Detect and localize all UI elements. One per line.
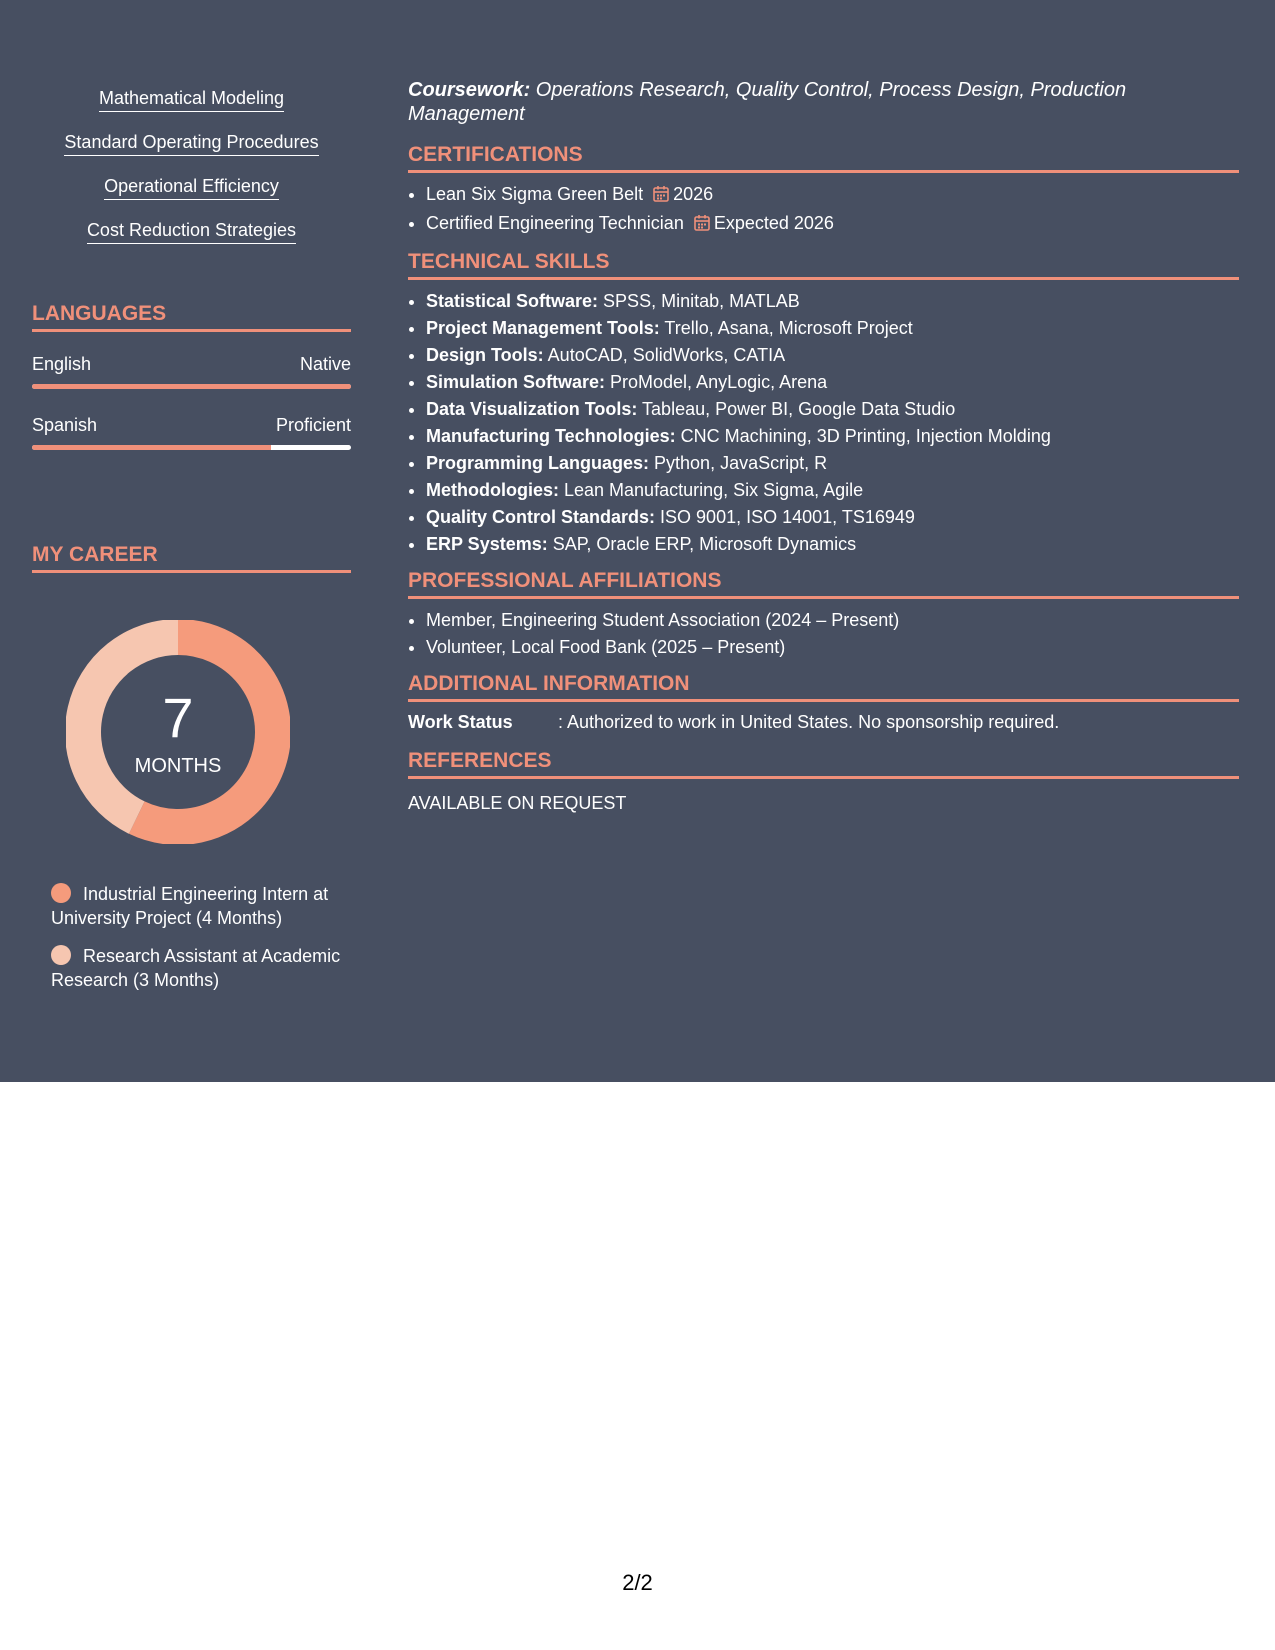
- coursework: [408, 78, 1239, 126]
- language-level: Native: [299, 354, 351, 374]
- additional-info-title: ADDITIONAL INFORMATION: [408, 671, 1239, 702]
- technical-skill-item: [426, 450, 1239, 477]
- technical-skill-item: [426, 369, 1239, 396]
- languages-title: LANGUAGES: [32, 301, 351, 332]
- legend-item: [51, 882, 341, 930]
- technical-skill-item: [426, 396, 1239, 423]
- certification-name: Lean Six Sigma Green Belt: [426, 184, 644, 204]
- certification-item: [426, 210, 1239, 239]
- technical-skill-item: [426, 315, 1239, 342]
- skill-value: AutoCAD, SolidWorks, CATIA: [543, 345, 786, 365]
- language-bar: [32, 445, 351, 450]
- language-level: Proficient: [275, 415, 351, 435]
- skill-label: Simulation Software:: [426, 372, 606, 392]
- skill-item: Mathematical Modeling: [99, 87, 284, 112]
- skill-value: SPSS, Minitab, MATLAB: [598, 291, 800, 311]
- career-donut-chart: [66, 620, 290, 844]
- language-name: Spanish: [32, 415, 98, 435]
- main-column: [408, 78, 1239, 815]
- skill-label: Methodologies:: [426, 480, 559, 500]
- career-total-unit: MONTHS: [134, 755, 222, 777]
- language-bar: [32, 384, 351, 389]
- legend-dot: [51, 883, 71, 903]
- work-status-value: : Authorized to work in United States. No sponsorship required.: [558, 712, 1060, 732]
- skill-label: Project Management Tools:: [426, 318, 660, 338]
- skill-item: Standard Operating Procedures: [64, 131, 318, 156]
- skill-value: CNC Machining, 3D Printing, Injection Molding: [675, 426, 1051, 446]
- legend-label: Industrial Engineering Intern at University Project (4 Months): [51, 884, 329, 928]
- skill-label: Programming Languages:: [426, 453, 650, 473]
- skill-label: Design Tools:: [426, 345, 544, 365]
- legend-label: Research Assistant at Academic Research (3 Months): [51, 946, 341, 990]
- career-legend: [51, 882, 341, 1006]
- language-bar-fill: [32, 384, 351, 389]
- work-status-label: Work Status: [408, 712, 513, 732]
- career-section: [32, 542, 351, 990]
- technical-skill-item: [426, 342, 1239, 369]
- language-row: [32, 415, 351, 436]
- language-row: [32, 354, 351, 375]
- affiliations-title: PROFESSIONAL AFFILIATIONS: [408, 568, 1239, 599]
- technical-skills-title: TECHNICAL SKILLS: [408, 249, 1239, 280]
- skill-value: Tableau, Power BI, Google Data Studio: [637, 399, 956, 419]
- page-number: 2/2: [622, 1570, 653, 1595]
- career-title: MY CAREER: [32, 542, 351, 573]
- work-status-row: [408, 710, 1239, 734]
- skill-value: Trello, Asana, Microsoft Project: [659, 318, 913, 338]
- language-bar-fill: [32, 445, 271, 450]
- skill-item: Cost Reduction Strategies: [87, 219, 296, 244]
- affiliations-list: [408, 607, 1239, 661]
- skill-label: Data Visualization Tools:: [426, 399, 638, 419]
- skill-value: ISO 9001, ISO 14001, TS16949: [655, 507, 915, 527]
- languages-section: [32, 301, 351, 450]
- certifications-list: [408, 181, 1239, 239]
- coursework-text: Operations Research, Quality Control, Process Design, Production Management: [408, 79, 1127, 125]
- technical-skill-item: [426, 288, 1239, 315]
- technical-skill-item: [426, 504, 1239, 531]
- skill-label: ERP Systems:: [426, 534, 548, 554]
- certification-date: 2026: [673, 184, 714, 204]
- skill-list: [32, 87, 351, 263]
- skill-value: ProModel, AnyLogic, Arena: [605, 372, 828, 392]
- references-title: REFERENCES: [408, 748, 1239, 779]
- skill-item: Operational Efficiency: [104, 175, 279, 200]
- technical-skill-item: [426, 531, 1239, 558]
- coursework-label: Coursework:: [408, 79, 531, 101]
- technical-skill-item: [426, 423, 1239, 450]
- calendar-icon: [653, 183, 669, 210]
- career-total-value: 7: [162, 686, 194, 749]
- technical-skills-list: [408, 288, 1239, 558]
- legend-dot: [51, 945, 71, 965]
- certification-name: Certified Engineering Technician: [426, 213, 684, 233]
- certification-date: Expected 2026: [713, 213, 834, 233]
- legend-item: [51, 944, 341, 992]
- references-text: AVAILABLE ON REQUEST: [408, 793, 627, 813]
- skill-label: Quality Control Standards:: [426, 507, 656, 527]
- technical-skill-item: [426, 477, 1239, 504]
- skill-label: Manufacturing Technologies:: [426, 426, 676, 446]
- skill-value: Lean Manufacturing, Six Sigma, Agile: [559, 480, 864, 500]
- skill-value: SAP, Oracle ERP, Microsoft Dynamics: [547, 534, 857, 554]
- calendar-icon: [694, 212, 710, 239]
- certifications-title: CERTIFICATIONS: [408, 142, 1239, 173]
- skill-label: Statistical Software:: [426, 291, 599, 311]
- certification-item: [426, 181, 1239, 210]
- affiliation-item: • Member, Engineering Student Association (2024 – Present): [426, 607, 1239, 634]
- skill-value: Python, JavaScript, R: [649, 453, 828, 473]
- language-name: English: [32, 354, 92, 374]
- affiliation-item: • Volunteer, Local Food Bank (2025 – Present): [426, 634, 1239, 661]
